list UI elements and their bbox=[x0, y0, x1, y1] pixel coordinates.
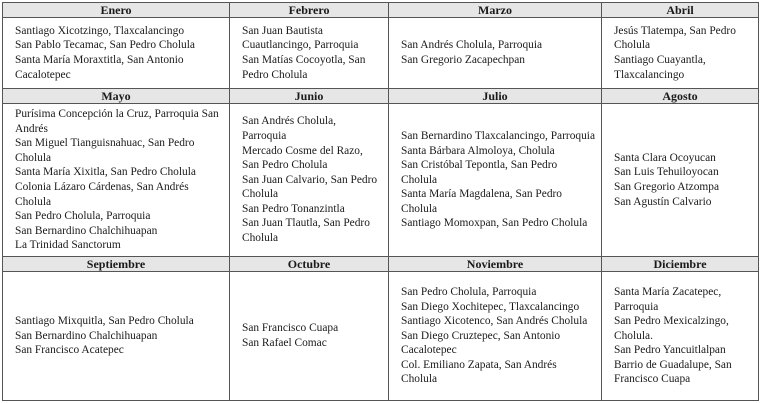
place-item: San Juan Calvario, San Pedro Cholula bbox=[242, 173, 378, 201]
month-cell-noviembre bbox=[389, 272, 602, 401]
place-item: San Juan Bautista Cuautlancingo, Parroquia bbox=[242, 24, 359, 52]
place-item: San Pedro Tonanzintla bbox=[242, 202, 345, 215]
place-item: San Juan Tlautla, San Pedro Cholula bbox=[242, 217, 370, 245]
place-item: Santa Bárbara Almoloya, Cholula bbox=[401, 144, 555, 157]
place-item: San Pablo Tecamac, San Pedro Cholula bbox=[15, 39, 195, 52]
month-header: Diciembre bbox=[602, 257, 759, 272]
header-row-2 bbox=[3, 89, 759, 104]
place-item: La Trinidad Sanctorum bbox=[15, 239, 121, 252]
month-cell-enero bbox=[3, 18, 230, 89]
month-header: Febrero bbox=[230, 3, 389, 18]
place-item: San Gregorio Zacapechpan bbox=[401, 54, 525, 66]
month-cell-abril bbox=[602, 18, 759, 89]
month-header: Enero bbox=[3, 3, 230, 18]
month-cell-octubre bbox=[230, 272, 389, 401]
month-cell-julio bbox=[389, 104, 602, 257]
month-header: Agosto bbox=[602, 89, 759, 104]
place-item: San Miguel Tianguisnahuac, San Pedro Cholula bbox=[15, 137, 195, 164]
header-row-1 bbox=[3, 3, 759, 18]
place-item: San Francisco Acatepec bbox=[15, 344, 124, 357]
month-header: Octubre bbox=[230, 257, 389, 272]
place-item: San Bernardino Tlaxcalancingo, Parroquia bbox=[401, 129, 596, 142]
month-header: Septiembre bbox=[3, 257, 230, 272]
place-item: Santa Clara Ocoyucan bbox=[614, 151, 716, 164]
place-item: San Pedro Yancuitlalpan Barrio de Guadalupe, San Francisco Cuapa bbox=[614, 344, 732, 386]
place-item: Mercado Cosme del Razo, San Pedro Cholula bbox=[242, 144, 363, 172]
month-cell-agosto bbox=[602, 104, 759, 257]
place-item: Santiago Mixquitla, San Pedro Cholula bbox=[15, 315, 194, 328]
place-item: Santa María Zacatepec, Parroquia bbox=[614, 285, 722, 313]
place-item: San Matías Cocoyotla, San Pedro Cholula bbox=[242, 54, 366, 81]
place-item: Jesús Tlatempa, San Pedro Cholula bbox=[614, 24, 736, 52]
place-item: San Cristóbal Tepontla, San Pedro Cholula bbox=[401, 159, 558, 186]
places-row-3 bbox=[3, 272, 759, 401]
header-row-3 bbox=[3, 257, 759, 272]
place-item: Santa María Moraxtitla, San Antonio Cacalotepec bbox=[15, 54, 184, 81]
place-item: Santiago Cuayantla, Tlaxcalancingo bbox=[614, 54, 706, 81]
month-header: Abril bbox=[602, 3, 759, 18]
place-item: San Rafael Comac bbox=[242, 337, 327, 349]
place-item: Santa María Magdalena, San Pedro Cholula bbox=[401, 188, 563, 215]
place-item: Purísima Concepción la Cruz, Parroquia San Andrés bbox=[15, 108, 219, 135]
place-item: San Diego Cruztepec, San Antonio Cacalotepec bbox=[401, 329, 561, 357]
month-cell-mayo bbox=[3, 104, 230, 257]
month-cell-febrero bbox=[230, 18, 389, 89]
place-item: San Pedro Cholula, Parroquia bbox=[15, 210, 151, 223]
place-item: San Andrés Cholula, Parroquia bbox=[401, 39, 543, 52]
month-cell-diciembre bbox=[602, 272, 759, 401]
place-item: Colonia Lázaro Cárdenas, San Andrés Cholula bbox=[15, 181, 189, 208]
place-item: San Pedro Cholula, Parroquia bbox=[401, 285, 537, 298]
place-item: San Bernardino Chalchihuapan bbox=[15, 224, 158, 237]
place-item: Santiago Xicotenco, San Andrés Cholula bbox=[401, 315, 588, 328]
place-item: San Agustín Calvario bbox=[614, 195, 712, 208]
places-row-1 bbox=[3, 18, 759, 89]
place-item: San Diego Xochitepec, Tlaxcalancingo bbox=[401, 300, 580, 313]
month-cell-septiembre bbox=[3, 272, 230, 401]
place-item: Col. Emiliano Zapata, San Andrés Cholula bbox=[401, 358, 557, 386]
place-item: San Andrés Cholula, Parroquia bbox=[242, 115, 336, 142]
place-item: San Gregorio Atzompa bbox=[614, 181, 720, 193]
place-item: San Francisco Cuapa bbox=[242, 322, 339, 335]
place-item: San Pedro Mexicalzingo, Cholula. bbox=[614, 315, 729, 342]
place-item: Santa María Xixitla, San Pedro Cholula bbox=[15, 166, 196, 179]
month-cell-junio bbox=[230, 104, 389, 257]
place-item: Santiago Momoxpan, San Pedro Cholula bbox=[401, 217, 588, 230]
month-header: Julio bbox=[389, 89, 602, 104]
month-header: Mayo bbox=[3, 89, 230, 104]
place-item: San Bernardino Chalchihuapan bbox=[15, 329, 158, 342]
month-header: Noviembre bbox=[389, 257, 602, 272]
month-header: Junio bbox=[230, 89, 389, 104]
month-header: Marzo bbox=[389, 3, 602, 18]
place-item: San Luis Tehuiloyocan bbox=[614, 166, 719, 179]
places-row-2 bbox=[3, 104, 759, 257]
place-item: Santiago Xicotzingo, Tlaxcalancingo bbox=[15, 24, 185, 37]
month-cell-marzo bbox=[389, 18, 602, 89]
calendar-table bbox=[2, 2, 759, 401]
